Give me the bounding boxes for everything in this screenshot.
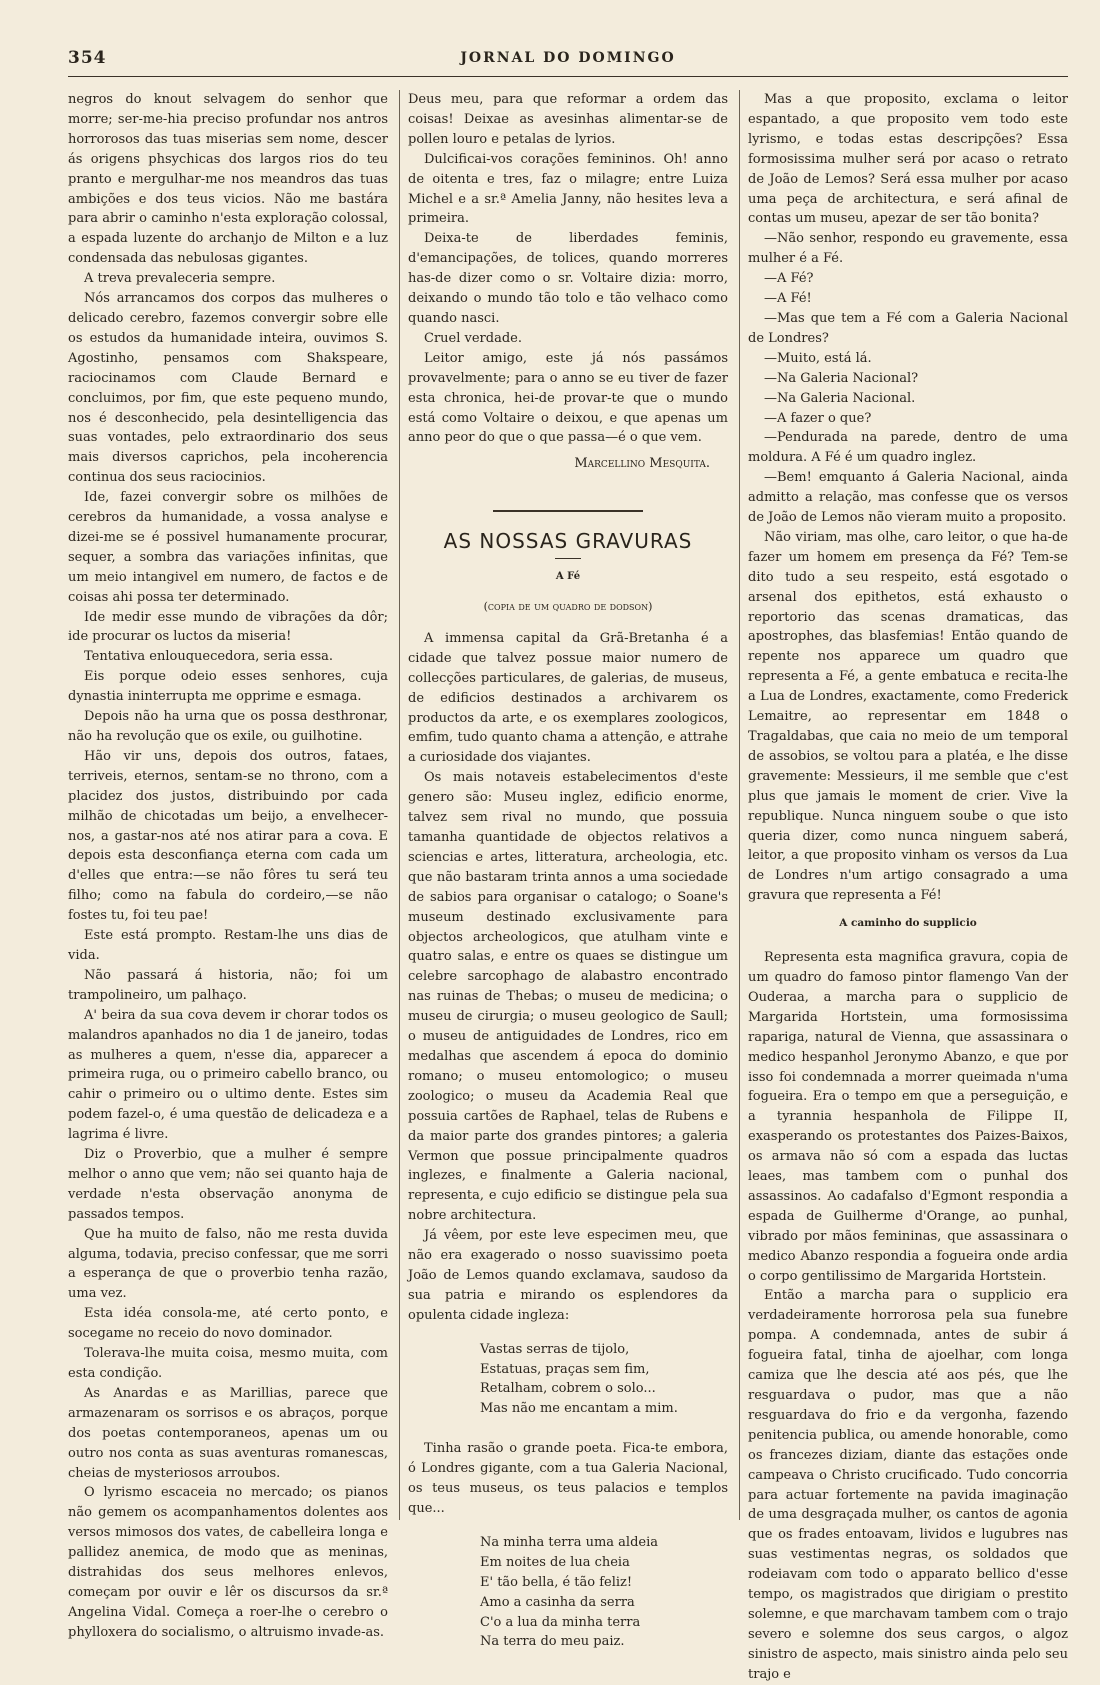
paragraph: Leitor amigo, este já nós passámos provavelmente; para o anno se eu tiver de fazer esta chronica, hei-de provar-te que o mundo está como Voltaire o deixou, e que apenas um anno peor do que o que passa—é o que vem. (408, 350, 728, 446)
verse-line: Em noites de lua cheia (480, 1554, 630, 1570)
paragraph: Os mais notaveis estabelecimentos d'este genero são: Museu inglez, edificio enorme, talvez sem rival no mundo, que possuia tamanha quantidade de objectos relativos a sciencias e artes, litteratura, archeologia, etc. que não bastaram trinta annos a uma sociedade de sabios para organisar o catalogo; o Soane's museum destinado exclusivamente para objectos archeologicos, que atulham vinte e quatro salas, e entre os quaes se distingue um celebre sarcophago de alabastro encontrado nas ruinas de Thebas; o museu de medicina; o museu de cirurgia; o museu geologico de Saull; o museu de antiguidades de Londres, rico em medalhas que ascendem á epoca do dominio romano; o museu entomologico; o museu zoologico; o museu da Academia Real que possuia cartões de Raphael, telas de Rubens e da maior parte dos grandes pintores; a galeria Vermon que possue principalmente quadros inglezes, e finalmente a Galeria nacional, representa, e cujo edificio se distingue pela sua nobre architectura. (408, 770, 728, 1224)
paragraph: negros do knout selvagem do senhor que morre; ser-me-hia preciso profundar nos antros horrorosos das tuas miserias sem nome, descer ás origens phsychicas dos largos rios do teu pranto e mergulhar-me nos meandros das tuas ambições e dos teus vicios. Não me bastára para abrir o caminho n'esta exploração colossal, a espada luzente do archanjo de Milton e a luz condensada das nebulosas gigantes. (68, 92, 388, 267)
paragraph: Tolerava-lhe muita coisa, mesmo muita, com esta condição. (68, 1346, 388, 1381)
paragraph: Não passará á historia, não; foi um trampolineiro, um palhaço. (68, 967, 388, 1003)
paragraph: Não viriam, mas olhe, caro leitor, o que ha-de fazer um homem em presença da Fé? Tem-se dito tudo a seu respeito, está esgotado o arsenal dos epithetos, está exhausto o reportorio das scenas dramaticas, das apostrophes, das blasfemias! Então quando de repente nos apparece um quadro que representa a Fé, a gente embatuca e recita-lhe a Lua de Londres, exactamente, como Frederick Lemaitre, ao representar em 1848 o Tragaldabas, que caia no meio de um temporal de assobios, se voltou para a platéa, e lhe disse gravemente: Messieurs, il me semble que c'est plus que jamais le moment de crier. Vive la republique. Nunca ninguem soube o que isto queria dizer, como nunca ninguem saberá, leitor, a que proposito vinham os versos da Lua de Londres n'um artigo consagrado a uma gravura que representa a Fé! (748, 529, 1068, 904)
paragraph: Então a marcha para o supplicio era verdadeiramente horrorosa pela sua funebre pompa. A condemnada, antes de subir á fogueira fatal, tinha de ajoelhar, com longa camiza que lhe descia até aos pés, que lhe resguardava o pudor, mas que a não resguardava do frio e da vergonha, fazendo penitencia publica, ou amende honorable, como os francezes diziam, diante das estações onde campeava o Christo crucificado. Tudo concorria para actuar fortemente na pavida imaginação de uma desgraçada mulher, os cantos de agonia que os frades entoavam, lividos e lugubres nas suas vestimentas negras, os soldados que rodeiavam com todo o apparato bellico d'esse tempo, os magistrados que dirigiam o prestito solemne, e que marchavam tambem com o trajo severo e solemne dos seus cargos, o algoz sinistro de aspecto, mais sinistro ainda pelo seu trajo e (748, 1288, 1068, 1682)
verse-line: Retalham, cobrem o solo... (480, 1381, 656, 1397)
section-caption: (copia de um quadro de dodson) (483, 600, 653, 614)
paragraph: Tentativa enlouquecedora, seria essa. (84, 649, 334, 665)
engraving-subhead: A caminho do supplicio (839, 917, 977, 930)
page-number: 354 (68, 48, 107, 68)
paragraph: Nós arrancamos dos corpos das mulheres o delicado cerebro, fazemos convergir sobre elle os estudos da humanidade inteira, ouvimos S. Agostinho, pensamos com Shakspeare, raciocinamos com Claude Bernard e concluimos, por fim, que este pequeno mundo, nos é desconhecido, pela desintelligencia das suas vontades, pelo extraordinario dos seus mais diversos caprichos, pela incoherencia continua dos seus raciocinios. (68, 291, 388, 486)
paragraph: A' beira da sua cova devem ir chorar todos os malandros apanhados no dia 1 de janeiro, todas as mulheres a quem, n'esse dia, apparecer a primeira ruga, ou o primeiro cabello branco, ou cahir o primeiro ou o ultimo dente. Estes sim podem fazel-o, é uma questão de delicadeza e a lagrima é livre. (68, 1007, 388, 1143)
dialogue-line: —Muito, está lá. (764, 350, 872, 366)
verse-line: Na minha terra uma aldeia (480, 1534, 659, 1550)
dialogue-line: —A Fé? (764, 271, 814, 287)
journal-title: JORNAL DO DOMINGO (460, 50, 676, 66)
paragraph: Hão vir uns, depois dos outros, fataes, terriveis, eternos, sentam-se no throno, com a placidez dos justos, distribuindo por cada milhão de chicotadas um beijo, a envelhecer-nos, a gastar-nos até nos atirar para a cova. E depois esta desconfiança eterna com cada um d'elles que entra:—se não fôres tu será teu filho; como na fabula do cordeiro,—se não fostes tu, foi teu pae! (68, 748, 388, 924)
paragraph: O lyrismo escaceia no mercado; os pianos não gemem os acompanhamentos dolentes aos versos mimosos dos vates, de cabelleira longa e pallidez anemica, de modo que as meninas, distrahidas dos seus melhores enlevos, começam por ouvir e lêr os discursos da sr.ª Angelina Vidal. Começa a roer-lhe o cerebro o phylloxera do socialismo, o altruismo invade-as. (68, 1485, 388, 1640)
dialogue-line: —Não senhor, respondo eu gravemente, essa mulher é a Fé. (748, 231, 1068, 267)
dialogue-line: —A Fé! (764, 291, 812, 307)
paragraph: A treva prevaleceria sempre. (84, 271, 276, 287)
verse-line: C'o a lua da minha terra (480, 1614, 641, 1630)
verse-line: E' tão bella, é tão feliz! (480, 1574, 633, 1590)
paragraph: Cruel verdade. (424, 330, 522, 346)
dialogue-line: —Na Galeria Nacional? (764, 370, 919, 386)
paragraph: Mas a que proposito, exclama o leitor espantado, a que proposito vem todo este lyrismo, e todas estas descripções? Essa formosissima mulher será por acaso o retrato de João de Lemos? Será essa mulher por acaso uma peça de architectura, e será afinal de contas um museu, apezar de ser tão bonita? (748, 92, 1068, 227)
paragraph: Representa esta magnifica gravura, copia de um quadro do famoso pintor flamengo Van der Ouderaa, a marcha para o supplicio de Margarida Hortstein, uma formosissima rapariga, natural de Vienna, que assassinara o medico hespanhol Jeronymo Abanzo, e que por isso foi condemnada a morrer queimada n'uma fogueira. Era o tempo em que a perseguição, e a tyrannia hespanhola de Filippe II, exasperando os protestantes dos Paizes-Baixos, os armava não só com a espada das luctas leaes, mas tambem com o punhal dos assassinos. Ao cadafalso d'Egmont respondia a espada de Guilherme d'Orange, ao punhal, vibrado por mãos femininas, que assassinara o medico Abanzo respondia a fogueira onde ardia o corpo gentilissimo de Margarida Hortstein. (748, 950, 1068, 1284)
column-separator (399, 90, 400, 1520)
verse-line: Vastas serras de tijolo, (480, 1341, 630, 1357)
page-header (68, 48, 1068, 74)
paragraph: Deus meu, para que reformar a ordem das coisas! Deixae as avesinhas alimentar-se de pollen louro e petalas de lyrios. (408, 92, 728, 147)
verse-line: Amo a casinha da serra (480, 1594, 635, 1610)
paragraph: As Anardas e as Marillias, parece que armazenaram os sorrisos e os abraços, porque dos poetas contemporaneos, apenas um ou outro nos conta as suas aventuras romanescas, cheias de mysteriosos arroubos. (68, 1385, 388, 1481)
paragraph: Ide, fazei convergir sobre os milhões de cerebros da humanidade, a vossa analyse e dizei-me se é possivel humanamente procurar, sequer, a sombra das variações infinitas, que um meio intangivel em numero, de factos e de coisas ahi possa ter determinado. (68, 490, 388, 605)
dialogue-line: —Bem! emquanto á Galeria Nacional, ainda admitto a relação, mas confesse que os versos de João de Lemos não vieram muito a proposito. (748, 470, 1068, 526)
verse-line: Estatuas, praças sem fim, (480, 1361, 650, 1377)
header-rule (68, 76, 1068, 77)
paragraph: Eis porque odeio esses senhores, cuja dynastia ininterrupta me opprime e esmaga. (68, 669, 388, 705)
verse-line: Na terra do meu paiz. (480, 1634, 625, 1650)
dialogue-line: —Na Galeria Nacional. (764, 390, 916, 406)
section-title: AS NOSSAS GRAVURAS (443, 529, 693, 554)
paragraph: Esta idéa consola-me, até certo ponto, e socegame no receio do novo dominador. (68, 1306, 388, 1342)
paragraph: A immensa capital da Grã-Bretanha é a cidade que talvez possue maior numero de collecções particulares, de galerias, de museus, de edificios destinados a archivarem os productos da arte, e os exemplares zoologicos, emfim, tudo quanto chama a attenção, e attrahe a curiosidade dos viajantes. (408, 630, 728, 766)
paragraph: Diz o Proverbio, que a mulher é sempre melhor o anno que vem; não sei quanto haja de verdade n'esta observação anonyma de passados tempos. (68, 1147, 388, 1222)
column-3 (748, 90, 1068, 1682)
verse-block (408, 1533, 728, 1652)
paragraph: Deixa-te de liberdades feminis, d'emancipações, de tolices, quando morreres has-de dizer como o sr. Voltaire dizia: morro, deixando o mundo tão tolo e tão velhaco como quando nasci. (408, 231, 728, 326)
dialogue-line: —Pendurada na parede, dentro de uma moldura. A Fé é um quadro inglez. (748, 430, 1068, 466)
dialogue-line: —A fazer o que? (764, 410, 872, 426)
column-separator (739, 90, 740, 1520)
paragraph: Dulcificai-vos corações femininos. Oh! anno de oitenta e tres, faz o milagre; entre Luiza Michel e a sr.ª Amelia Janny, não hesites leva a primeira. (408, 151, 728, 227)
paragraph: Que ha muito de falso, não me resta duvida alguma, todavia, preciso confessar, que me sorri a esperança de que o proverbio tenha razão, uma vez. (68, 1226, 388, 1302)
author-signature: Marcellino Mesquita. (574, 456, 710, 472)
paragraph: Este está prompto. Restam-lhe uns dias de vida. (68, 928, 388, 963)
section-divider (493, 510, 643, 512)
column-2 (408, 90, 728, 1650)
paragraph: Tinha rasão o grande poeta. Fica-te embora, ó Londres gigante, com a tua Galeria Nacional, os teus museus, os teus palacios e templos que... (408, 1441, 728, 1516)
verse-block (408, 1340, 728, 1420)
paragraph: Depois não ha urna que os possa desthronar, não ha revolução que os exile, ou guilhotine. (68, 709, 388, 744)
paragraph: Ide medir esse mundo de vibrações da dôr; ide procurar os luctos da miseria! (68, 609, 388, 645)
paragraph: Já vêem, por este leve especimen meu, que não era exagerado o nosso suavissimo poeta João de Lemos quando exclamava, saudoso da sua patria e mirando os esplendores da opulenta cidade ingleza: (408, 1228, 728, 1323)
column-1 (68, 90, 388, 1640)
verse-line: Mas não me encantam a mim. (480, 1401, 678, 1417)
dialogue-line: —Mas que tem a Fé com a Galeria Nacional de Londres? (748, 310, 1068, 346)
section-subtitle: A Fé (555, 571, 581, 583)
title-underline (555, 558, 581, 559)
